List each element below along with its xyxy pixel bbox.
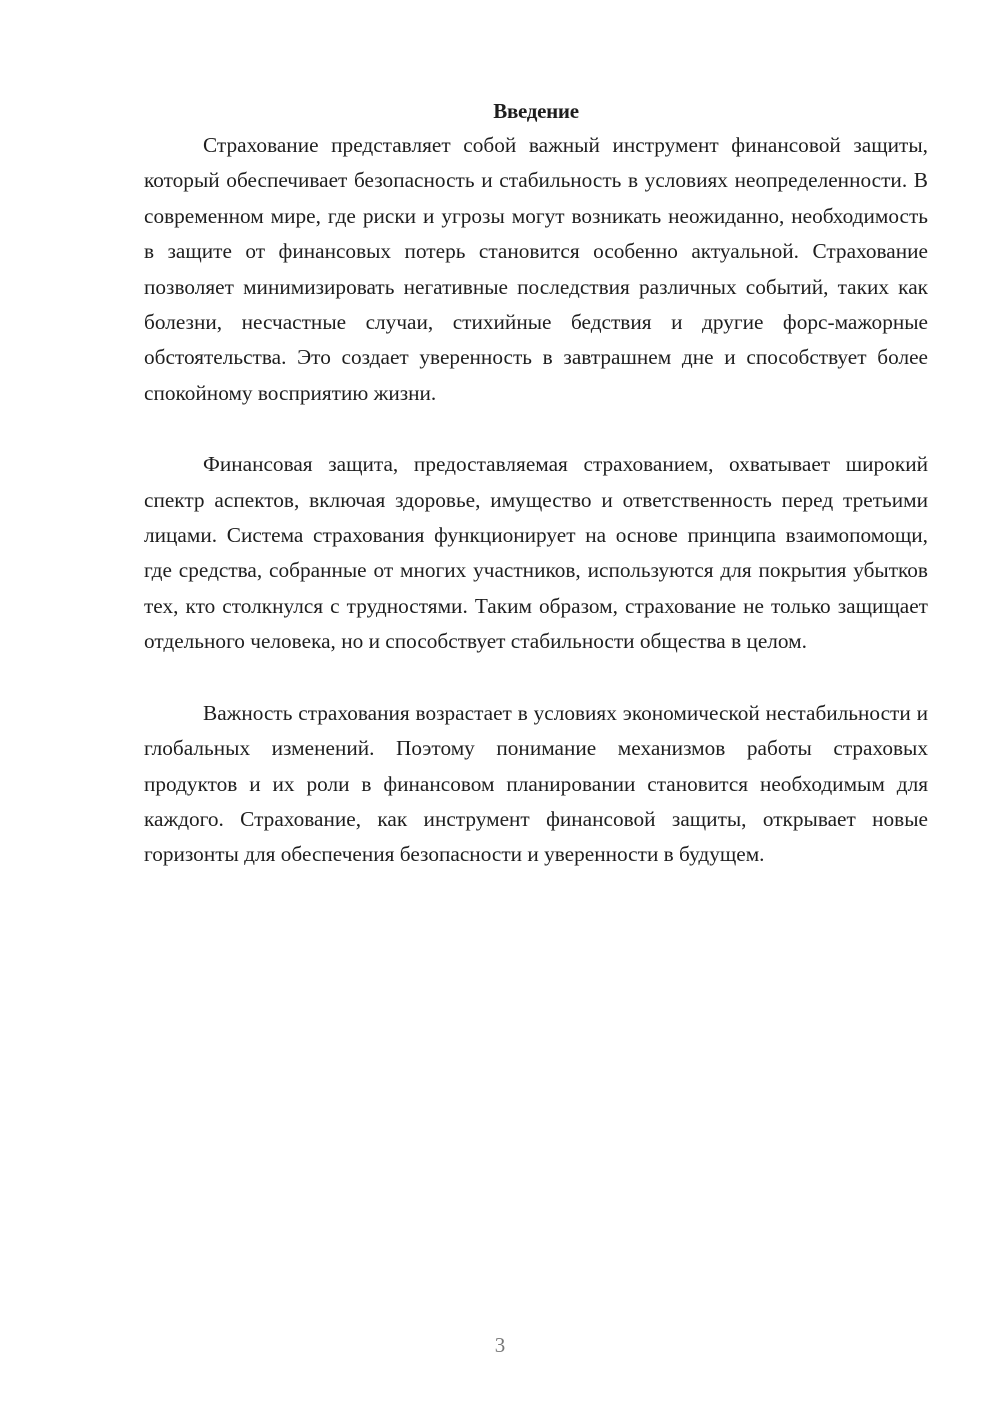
paragraph-gap: [144, 660, 928, 696]
paragraph-3: Важность страхования возрастает в условиях экономической нестабильности и глобальных изменений. Поэтому понимание механизмов работы страховых продуктов и их роли в финансовом планировании становится необходимым для каждого. Страхование, как инструмент финансовой защиты, открывает новые горизонты для обеспечения безопасности и уверенности в будущем.: [144, 700, 928, 867]
paragraph-2: Финансовая защита, предоставляемая страхованием, охватывает широкий спектр аспектов, включая здоровье, имущество и ответственность перед третьими лицами. Система страхования функционирует на основе принципа взаимопомощи, где средства, собранные от многих участников, используются для покрытия убытков тех, кто столкнулся с трудностями. Таким образом, страхование не только защищает отдельного человека, но и способствует стабильности общества в целом.: [144, 452, 928, 654]
page-number: 3: [494, 1333, 506, 1357]
paragraph-gap: [144, 411, 928, 447]
paragraph-1: Страхование представляет собой важный инструмент финансовой защиты, который обеспечивает безопасность и стабильность в условиях неопределенности. В современном мире, где риски и угрозы могут возникать неожиданно, необходимость в защите от финансовых потерь становится особенно актуальной. Страхование позволяет минимизировать негативные последствия различных событий, таких как болезни, несчастные случаи, стихийные бедствия и другие форс-мажорные обстоятельства. Это создает уверенность в завтрашнем дне и способствует более спокойному восприятию жизни.: [144, 133, 928, 405]
section-title: Введение: [493, 99, 579, 123]
page-content: [144, 94, 928, 873]
